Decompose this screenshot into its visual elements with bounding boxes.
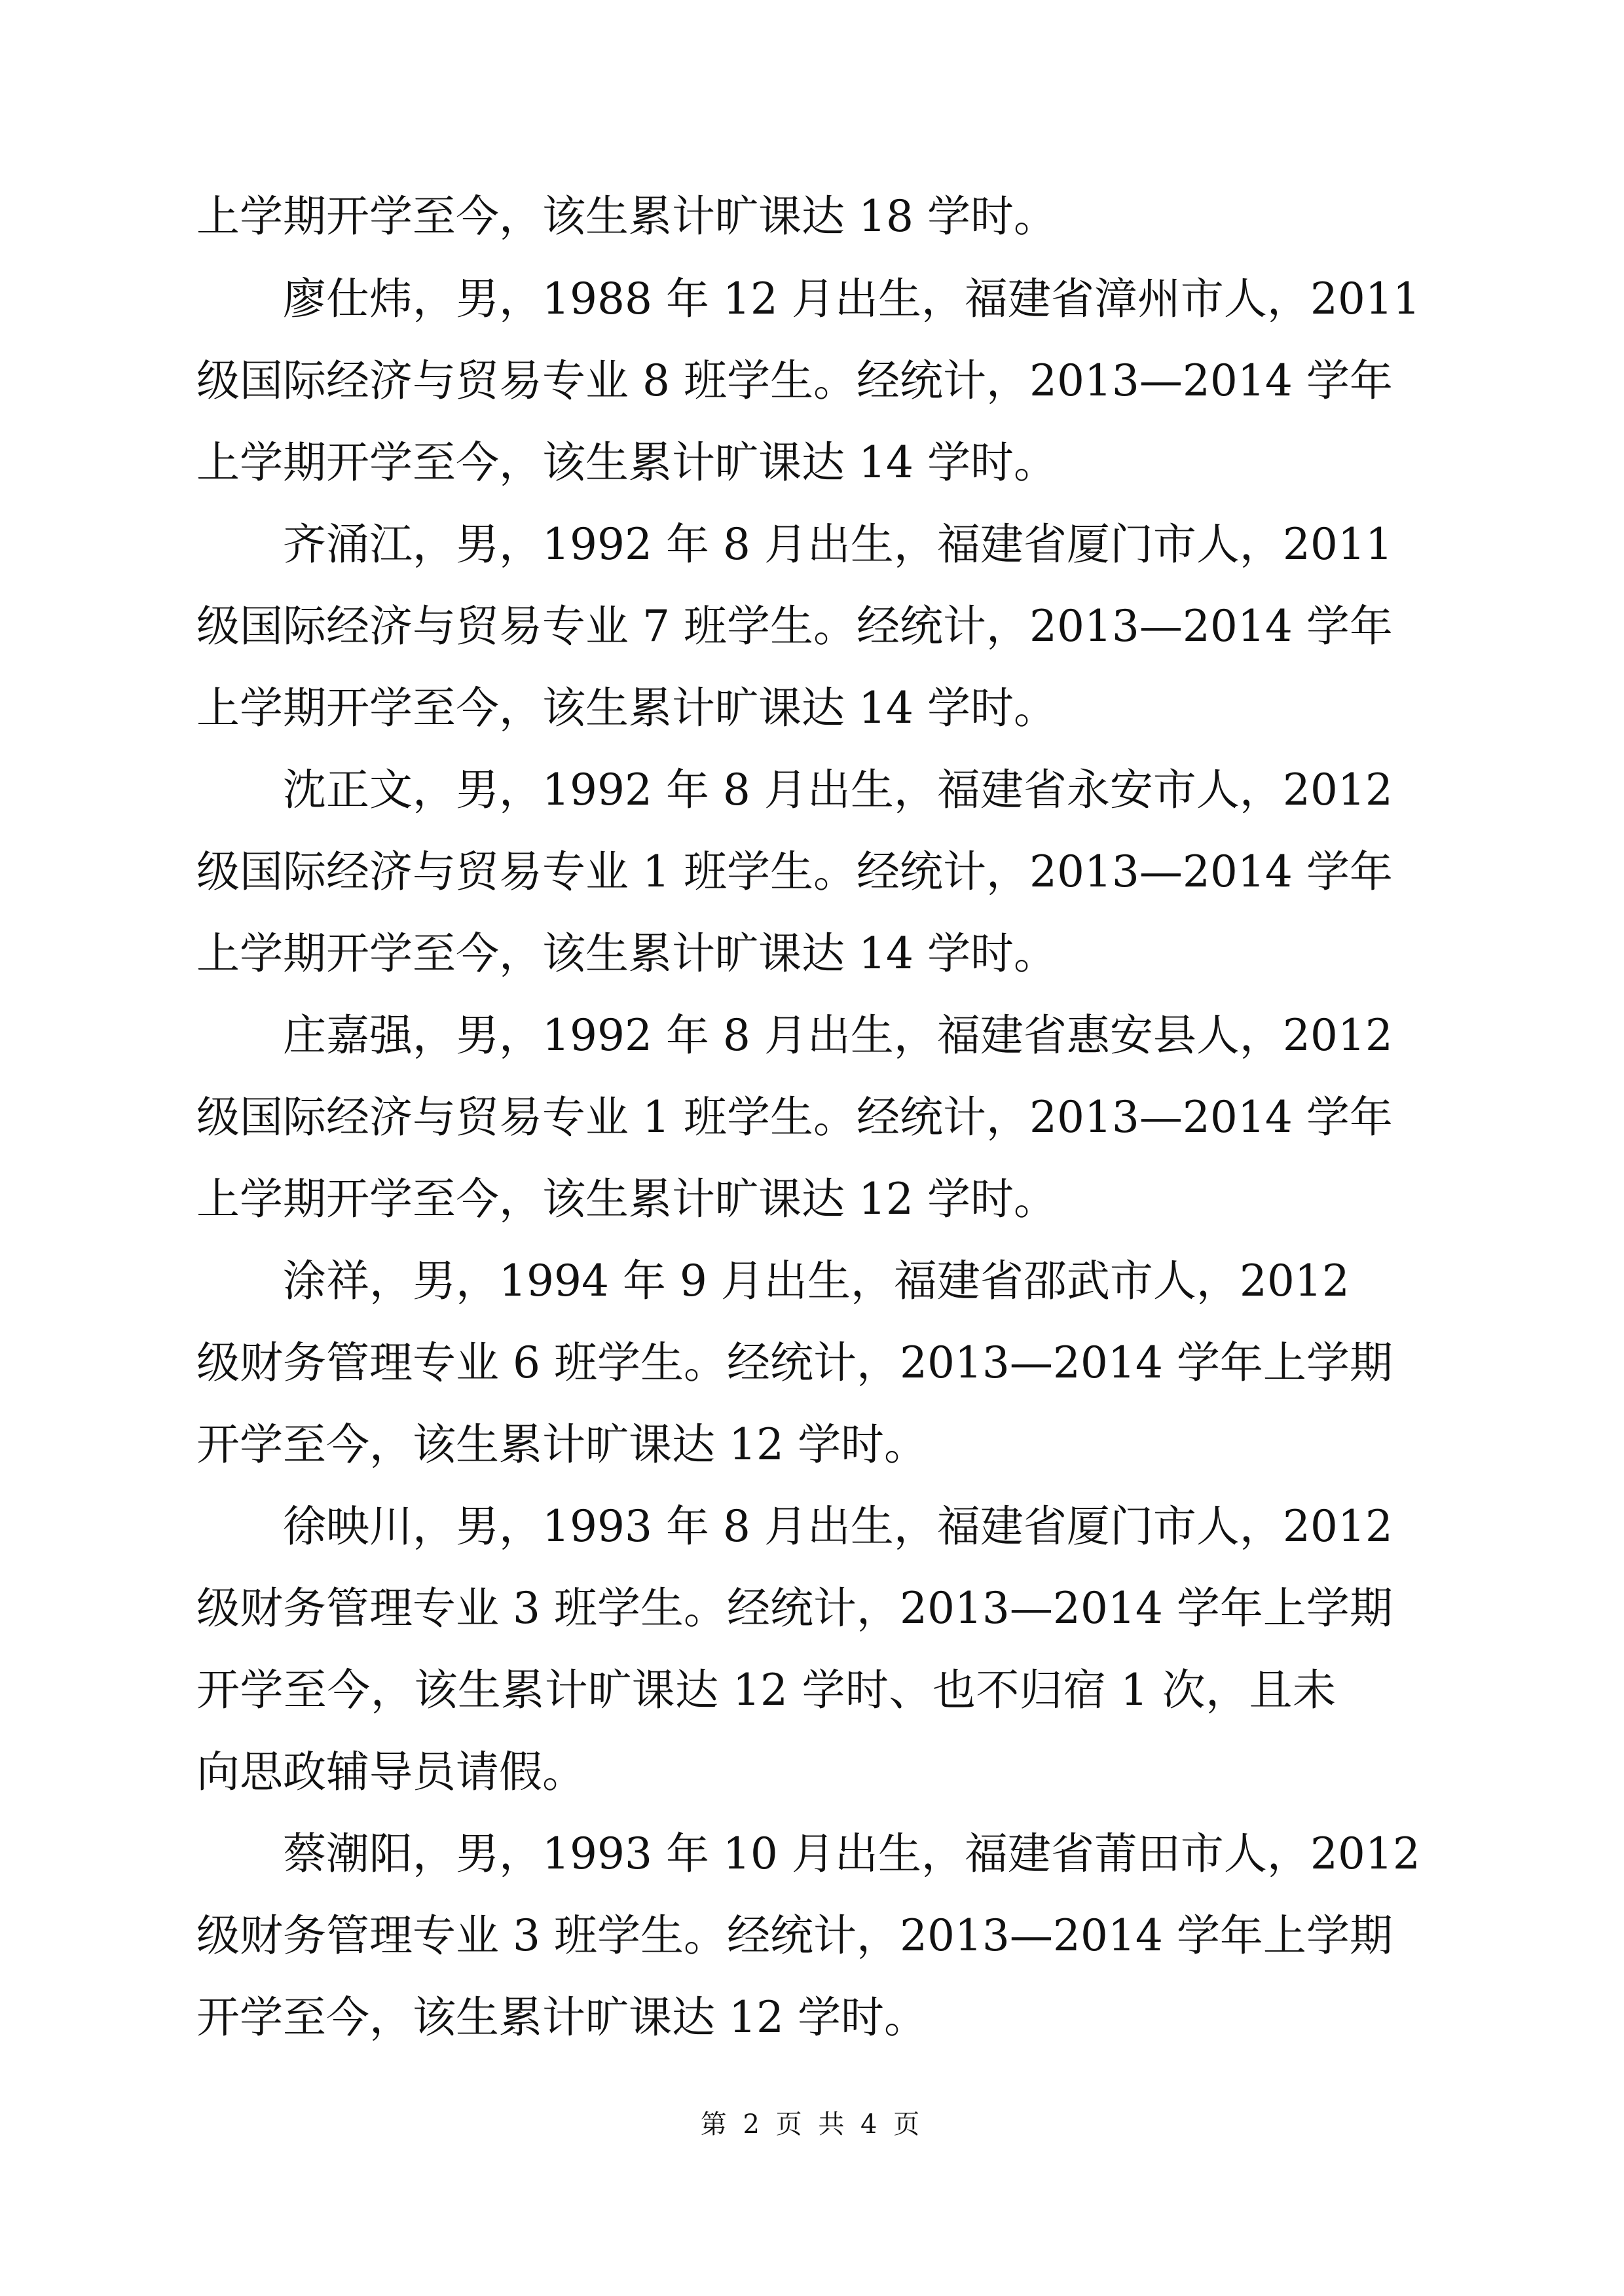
text-line: 开学至今，该生累计旷课达 12 学时。 <box>196 1992 927 2043</box>
text-line: 上学期开学至今，该生累计旷课达 14 学时。 <box>196 928 1057 979</box>
text-line: 上学期开学至今，该生累计旷课达 12 学时。 <box>196 1174 1057 1224</box>
text-line: 级国际经济与贸易专业 1 班学生。经统计，2013—2014 学年 <box>196 1092 1393 1142</box>
text-line: 庄嘉强，男，1992 年 8 月出生，福建省惠安县人，2012 <box>283 1010 1393 1061</box>
text-line: 廖仕炜，男，1988 年 12 月出生，福建省漳州市人，2011 <box>283 274 1420 324</box>
text-line: 徐映川，男，1993 年 8 月出生，福建省厦门市人，2012 <box>283 1501 1393 1552</box>
text-line: 向思政辅导员请假。 <box>196 1747 585 1797</box>
text-line: 上学期开学至今，该生累计旷课达 18 学时。 <box>196 191 1057 242</box>
text-line: 蔡潮阳，男，1993 年 10 月出生，福建省莆田市人，2012 <box>283 1829 1420 1879</box>
page-number-footer: 第 2 页 共 4 页 <box>700 2109 924 2140</box>
text-line: 上学期开学至今，该生累计旷课达 14 学时。 <box>196 437 1057 488</box>
text-line: 开学至今，该生累计旷课达 12 学时。 <box>196 1419 927 1470</box>
text-line: 级财务管理专业 6 班学生。经统计，2013—2014 学年上学期 <box>196 1338 1393 1388</box>
text-line: 涂祥，男，1994 年 9 月出生，福建省邵武市人，2012 <box>283 1256 1350 1306</box>
text-line: 上学期开学至今，该生累计旷课达 14 学时。 <box>196 683 1057 733</box>
text-line: 齐涌江，男，1992 年 8 月出生，福建省厦门市人，2011 <box>283 519 1393 570</box>
text-line: 级国际经济与贸易专业 8 班学生。经统计，2013—2014 学年 <box>196 355 1393 406</box>
document-body <box>196 175 1420 2058</box>
text-line: 开学至今，该生累计旷课达 12 学时、也不归宿 1 次，且未 <box>196 1665 1336 1715</box>
text-line: 级财务管理专业 3 班学生。经统计，2013—2014 学年上学期 <box>196 1910 1393 1961</box>
text-line: 级国际经济与贸易专业 1 班学生。经统计，2013—2014 学年 <box>196 847 1393 897</box>
text-line: 级财务管理专业 3 班学生。经统计，2013—2014 学年上学期 <box>196 1583 1393 1633</box>
text-line: 沈正文，男，1992 年 8 月出生，福建省永安市人，2012 <box>283 765 1393 815</box>
text-line: 级国际经济与贸易专业 7 班学生。经统计，2013—2014 学年 <box>196 601 1393 651</box>
